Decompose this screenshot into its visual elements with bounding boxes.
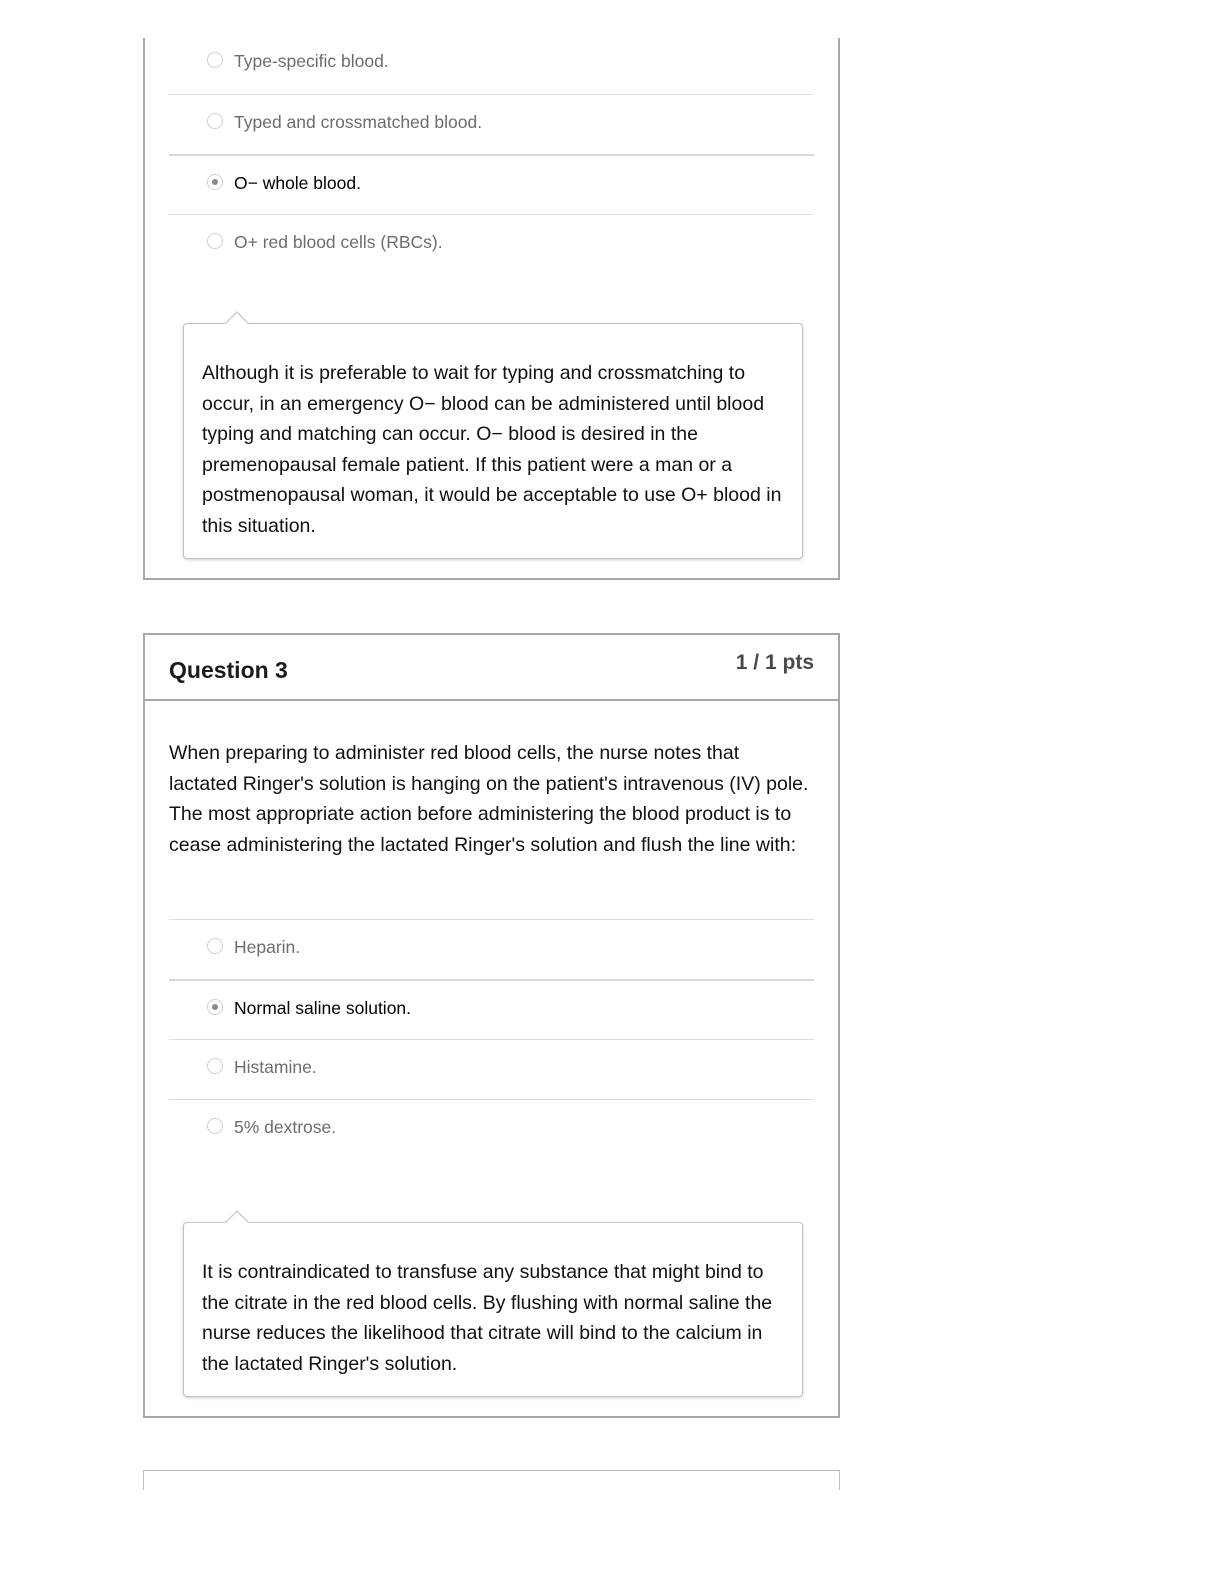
answer-feedback [183, 323, 803, 559]
radio-checked-icon[interactable] [207, 174, 223, 190]
radio-checked-icon[interactable] [207, 999, 223, 1015]
answer-option[interactable] [169, 1039, 814, 1099]
question-header [145, 635, 838, 701]
question-card-previous [143, 38, 840, 580]
answer-feedback [183, 1222, 803, 1397]
answer-label: Histamine. [234, 1057, 317, 1077]
answer-label: O− whole blood. [234, 173, 361, 193]
answer-list [169, 919, 814, 1159]
answer-label: Typed and crossmatched blood. [234, 112, 483, 132]
answer-option[interactable] [169, 214, 814, 274]
answer-list [169, 34, 814, 274]
answer-label: O+ red blood cells (RBCs). [234, 232, 443, 252]
question-card-3 [143, 633, 840, 1418]
answer-label: Normal saline solution. [234, 998, 412, 1018]
radio-unchecked-icon[interactable] [207, 233, 223, 249]
question-title: Question 3 [169, 657, 288, 683]
feedback-text: It is contraindicated to transfuse any substance that might bind to the citrate in the red blood cells. By flushing with normal saline the nurse reduces the likelihood that citrate will bind to the calcium in the lactated Ringer's solution. [202, 1261, 773, 1375]
question-text: When preparing to administer red blood cells, the nurse notes that lactated Ringer's solution is hanging on the patient's intravenous (IV) pole. The most appropriate action before administering the blood product is to cease administering the lactated Ringer's solution and flush the line with: [169, 742, 809, 856]
answer-option-selected[interactable] [169, 154, 814, 214]
answer-option[interactable] [169, 919, 814, 979]
radio-unchecked-icon[interactable] [207, 938, 223, 954]
radio-unchecked-icon[interactable] [207, 1118, 223, 1134]
radio-unchecked-icon[interactable] [207, 1058, 223, 1074]
answer-label: Type-specific blood. [234, 51, 389, 71]
radio-unchecked-icon[interactable] [207, 113, 223, 129]
answer-option[interactable] [169, 94, 814, 154]
answer-label: Heparin. [234, 937, 301, 957]
radio-unchecked-icon[interactable] [207, 52, 223, 68]
answer-option[interactable] [169, 34, 814, 94]
feedback-text: Although it is preferable to wait for typing and crossmatching to occur, in an emergency O− blood can be administered until blood typing and matching can occur. O− blood is desired in the premenopausal female patient. If this patient were a man or a postmenopausal woman, it would be acceptable to use O+ blood in this situation. [202, 362, 782, 537]
question-card-next [143, 1470, 840, 1490]
answer-option-selected[interactable] [169, 979, 814, 1039]
answer-option[interactable] [169, 1099, 814, 1159]
question-points: 1 / 1 pts [735, 651, 814, 674]
answer-label: 5% dextrose. [234, 1117, 337, 1137]
